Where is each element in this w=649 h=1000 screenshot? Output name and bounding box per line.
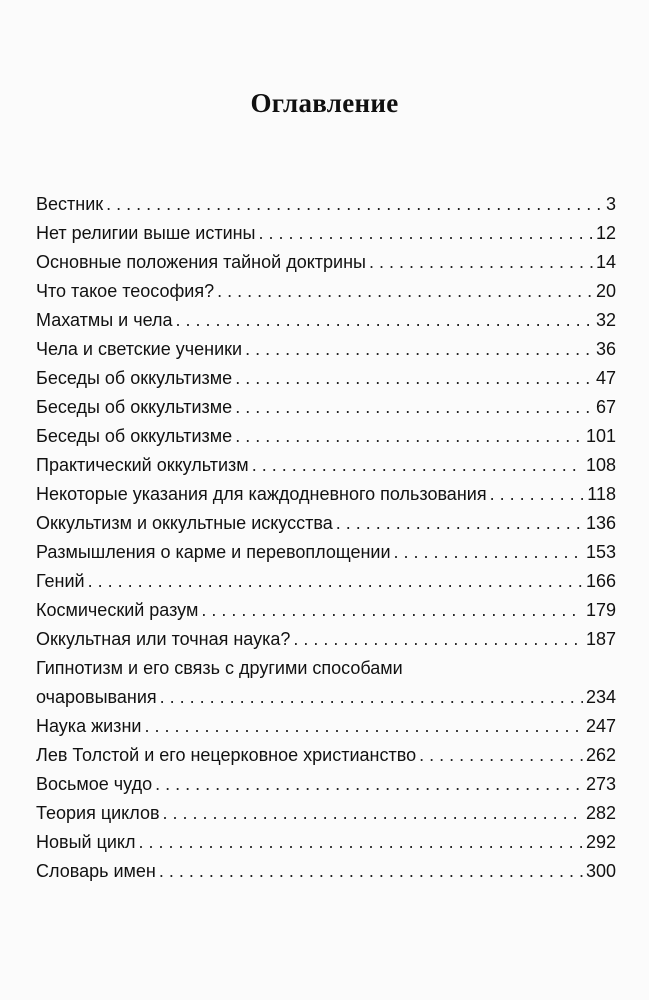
dot-leader (336, 509, 583, 538)
toc-entry-page: 179 (585, 600, 616, 620)
toc-entry-page: 247 (585, 716, 616, 736)
toc-entry-label: Лев Толстой и его нецерковное христианство (36, 745, 417, 765)
toc-entry-label: Махатмы и чела (36, 310, 173, 330)
toc-entry-label: Размышления о карме и перевоплощении (36, 542, 391, 562)
dot-leader (106, 190, 603, 219)
toc-entry-page: 118 (587, 484, 616, 504)
toc-entry-page: 36 (595, 339, 616, 359)
page-title: Оглавление (250, 88, 399, 118)
toc-entry-label: Оккультизм и оккультные искусства (36, 513, 333, 533)
toc-entry (36, 190, 616, 219)
dot-leader (394, 538, 583, 567)
toc-entry (36, 828, 616, 857)
toc-entry-label: очаровывания (36, 687, 157, 707)
toc-entry-page: 262 (585, 745, 616, 765)
dot-leader (176, 306, 593, 335)
dot-leader (252, 451, 583, 480)
dot-leader (144, 712, 583, 741)
toc-entry (36, 538, 616, 567)
dot-leader (163, 799, 583, 828)
toc-entry-label: Чела и светские ученики (36, 339, 243, 359)
dot-leader (235, 393, 593, 422)
toc-entry-page: 187 (585, 629, 616, 649)
toc-entry-label: Что такое теософия? (36, 281, 215, 301)
toc-entry-page: 292 (585, 832, 616, 852)
dot-leader (235, 422, 583, 451)
toc-entry-page: 300 (585, 861, 616, 881)
toc-entry-page: 136 (585, 513, 616, 533)
toc-entry (36, 799, 616, 828)
toc-entry-label: Нет религии выше истины (36, 223, 256, 243)
dot-leader (160, 683, 583, 712)
toc-entry (36, 567, 616, 596)
toc-entry-label: Гений (36, 571, 85, 591)
toc-entry-page: 14 (595, 252, 616, 272)
toc-entry-label: Практический оккультизм (36, 455, 249, 475)
toc-entry-label: Вестник (36, 194, 104, 214)
toc-entry-label: Основные положения тайной доктрины (36, 252, 366, 272)
toc-entry-page: 108 (585, 455, 616, 475)
dot-leader (259, 219, 593, 248)
table-of-contents (36, 190, 616, 886)
toc-entry (36, 509, 616, 538)
dot-leader (201, 596, 583, 625)
toc-entry-label: Беседы об оккультизме (36, 368, 233, 388)
toc-entry-page: 67 (595, 397, 616, 417)
toc-entry (36, 277, 616, 306)
toc-entry-page: 3 (605, 194, 616, 214)
toc-entry-label: Теория циклов (36, 803, 160, 823)
toc-entry (36, 857, 616, 886)
toc-entry-label: Восьмое чудо (36, 774, 153, 794)
toc-entry-label: Наука жизни (36, 716, 142, 736)
toc-entry-multiline (36, 654, 616, 712)
toc-entry-page: 20 (595, 281, 616, 301)
toc-entry-page: 234 (585, 687, 616, 707)
dot-leader (217, 277, 593, 306)
toc-entry (36, 364, 616, 393)
toc-entry (36, 393, 616, 422)
toc-entry-page: 12 (595, 223, 616, 243)
dot-leader (369, 248, 593, 277)
toc-entry (36, 219, 616, 248)
dot-leader (293, 625, 583, 654)
toc-entry-label: Некоторые указания для каждодневного пользования (36, 484, 487, 504)
toc-entry-page: 282 (585, 803, 616, 823)
toc-entry-label: Беседы об оккультизме (36, 426, 233, 446)
toc-entry (36, 451, 616, 480)
toc-entry-page: 153 (585, 542, 616, 562)
toc-entry (36, 248, 616, 277)
toc-entry-label: Новый цикл (36, 832, 136, 852)
toc-entry-label: Оккультная или точная наука? (36, 629, 291, 649)
toc-entry-label: Космический разум (36, 600, 199, 620)
toc-entry-label: Беседы об оккультизме (36, 397, 233, 417)
toc-entry (36, 741, 616, 770)
dot-leader (419, 741, 583, 770)
dot-leader (155, 770, 583, 799)
dot-leader (88, 567, 583, 596)
toc-entry-page: 273 (585, 774, 616, 794)
toc-entry (36, 712, 616, 741)
toc-entry (36, 770, 616, 799)
toc-entry-page: 101 (585, 426, 616, 446)
toc-entry (36, 596, 616, 625)
toc-entry-label: Словарь имен (36, 861, 156, 881)
toc-entry (36, 422, 616, 451)
toc-entry (36, 306, 616, 335)
dot-leader (235, 364, 593, 393)
dot-leader (139, 828, 583, 857)
dot-leader (245, 335, 593, 364)
toc-entry (36, 335, 616, 364)
toc-entry-page: 47 (595, 368, 616, 388)
toc-entry-line2 (36, 683, 616, 712)
toc-entry-page: 166 (585, 571, 616, 591)
toc-entry-page: 32 (595, 310, 616, 330)
dot-leader (159, 857, 583, 886)
toc-entry (36, 480, 616, 509)
toc-entry-label-line1: Гипнотизм и его связь с другими способами (36, 658, 403, 678)
dot-leader (490, 480, 585, 509)
toc-entry (36, 625, 616, 654)
